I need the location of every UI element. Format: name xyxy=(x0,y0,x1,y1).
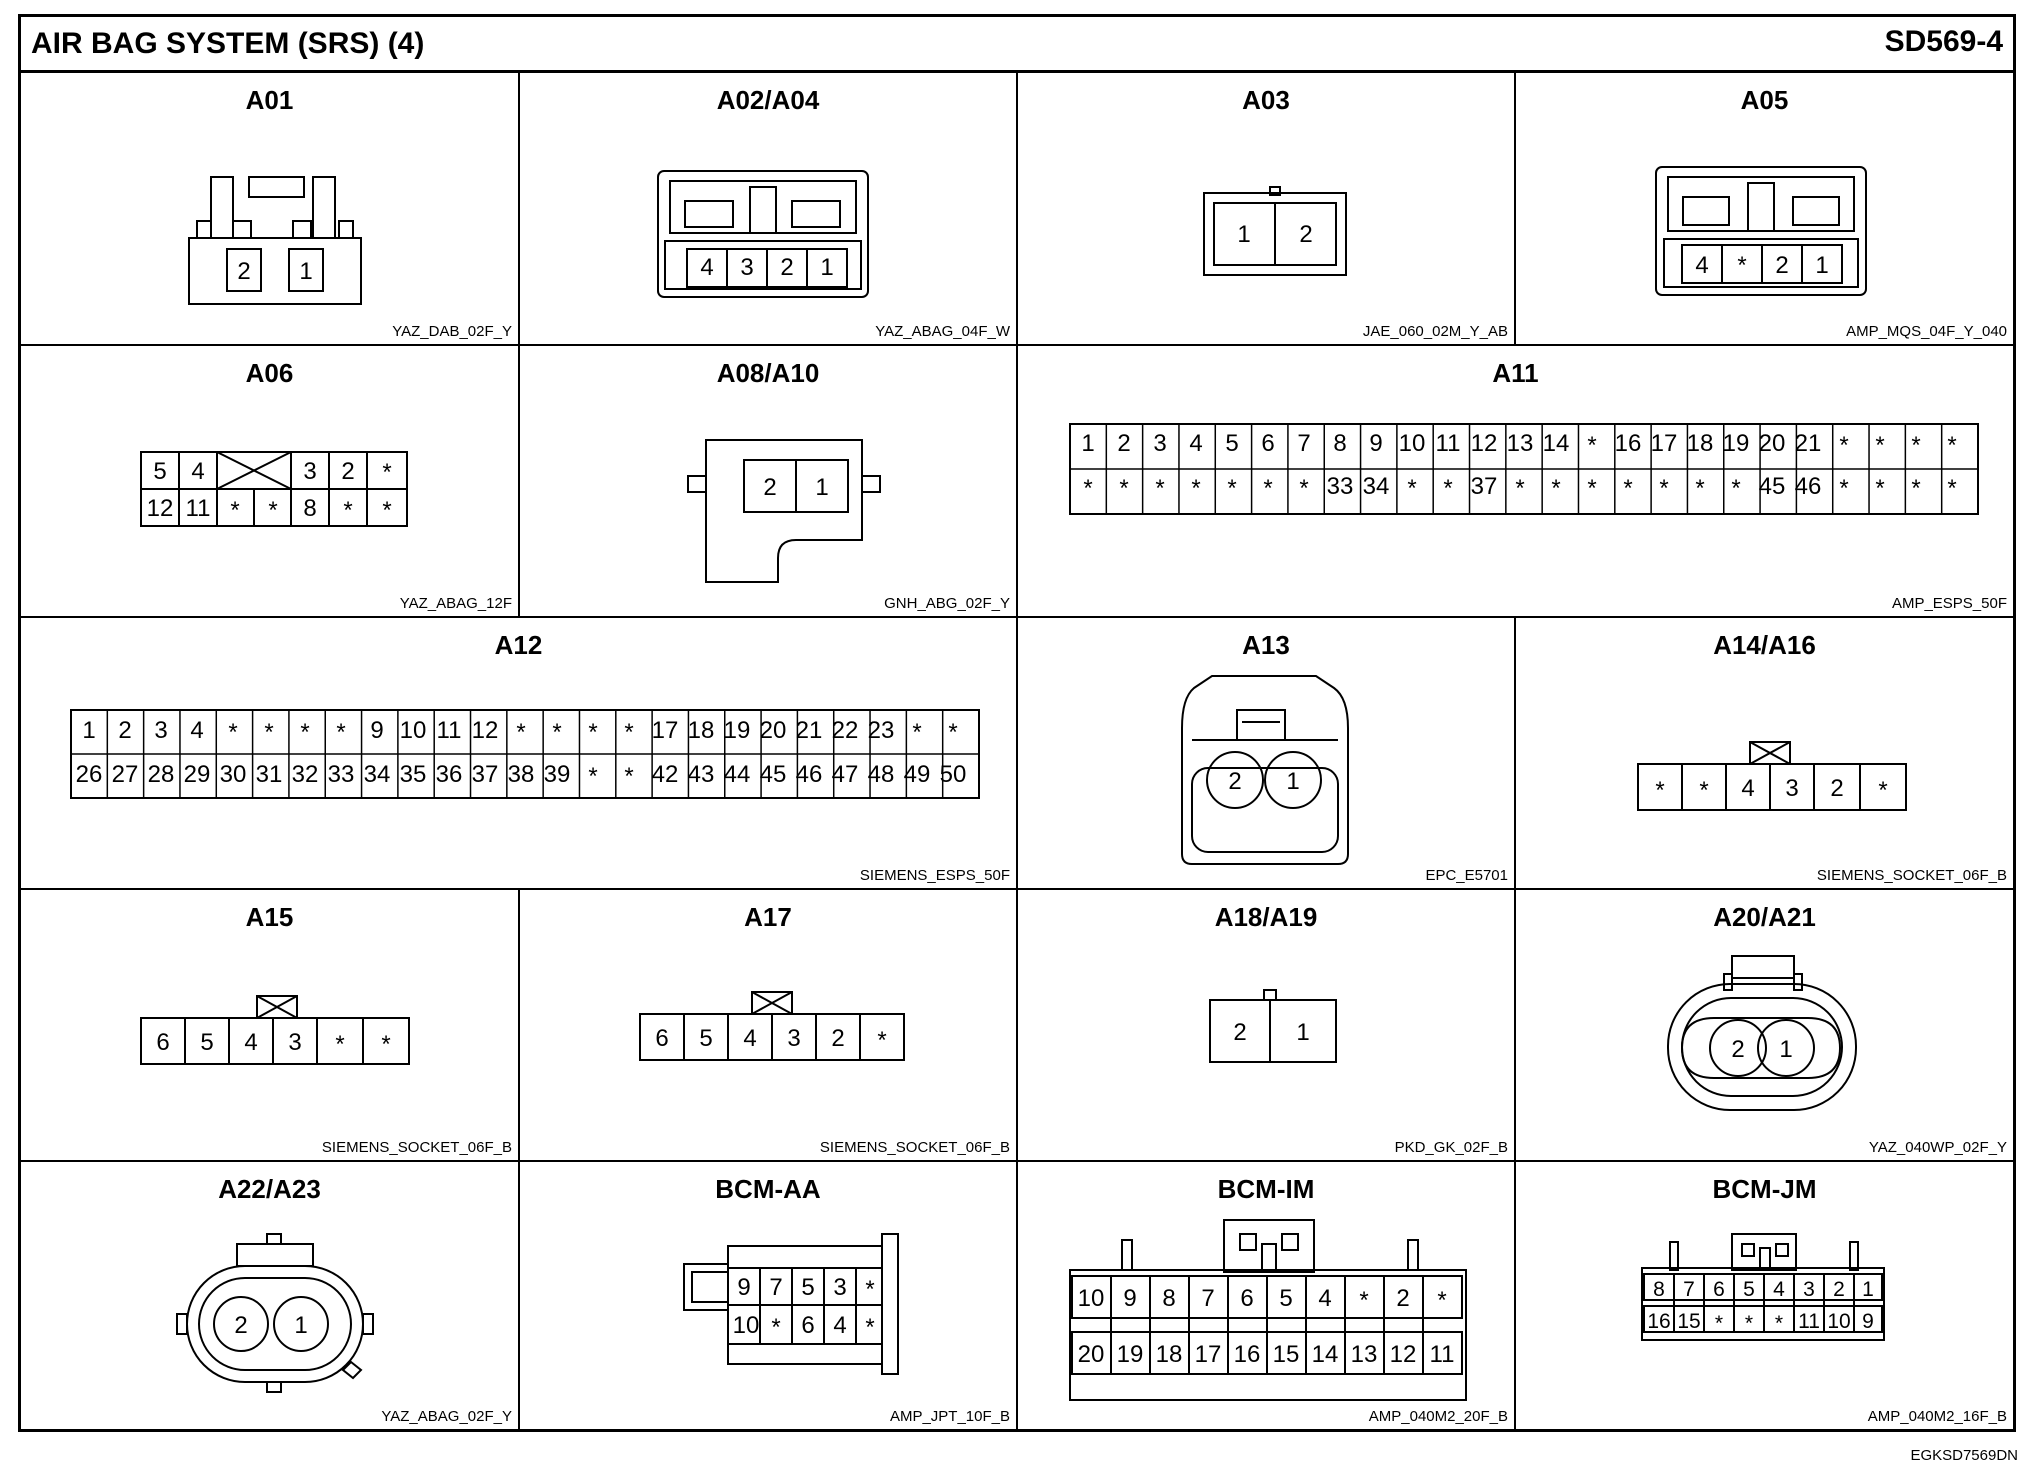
pin-label: * xyxy=(1911,475,1921,502)
pin-label: * xyxy=(1443,475,1453,502)
pin-label: 2 xyxy=(1396,1285,1410,1312)
pin-label: * xyxy=(1655,777,1665,804)
pin-label: * xyxy=(300,719,310,746)
pin-label: * xyxy=(228,719,238,746)
pin-label: 39 xyxy=(543,761,571,788)
pin-label: * xyxy=(1191,475,1201,502)
connector-bcm-aa xyxy=(520,1162,1018,1429)
connector-id: A13 xyxy=(1242,630,1290,660)
pin-label: * xyxy=(1299,475,1309,502)
pin-label: * xyxy=(624,719,634,746)
pin-label: * xyxy=(1437,1287,1447,1314)
connector-a22-a23-drawing xyxy=(21,1162,520,1429)
pin-label: * xyxy=(264,719,274,746)
pin-label: 2 xyxy=(1833,1278,1845,1301)
connector-bcm-im-drawing xyxy=(1018,1162,1516,1429)
pin-label: 29 xyxy=(183,761,211,788)
pin-label: 20 xyxy=(759,717,787,744)
connector-housing xyxy=(1210,1000,1336,1062)
connector-part-number: GNH_ABG_02F_Y xyxy=(884,595,1010,612)
pin-label: * xyxy=(1515,475,1525,502)
pin-label: 1 xyxy=(1815,252,1829,279)
pin-label: 2 xyxy=(1117,430,1131,457)
connector-bcm-jm-drawing xyxy=(1516,1162,2013,1429)
pin-label: 1 xyxy=(299,258,313,285)
pin-label: 18 xyxy=(1155,1341,1183,1368)
connector-part-number: YAZ_ABAG_02F_Y xyxy=(381,1408,512,1425)
connector-part-number: PKD_GK_02F_B xyxy=(1394,1139,1508,1156)
connector-id: A18/A19 xyxy=(1214,902,1318,932)
connector-part-number: YAZ_DAB_02F_Y xyxy=(392,323,512,340)
pin-label: * xyxy=(1263,475,1273,502)
pin-label: * xyxy=(1714,1312,1724,1335)
pin-label: 10 xyxy=(1077,1285,1105,1312)
connector-id: A22/A23 xyxy=(218,1174,321,1204)
connector-a11 xyxy=(1018,346,2013,618)
connector-bcm-aa-drawing xyxy=(520,1162,1018,1429)
pin-label: 17 xyxy=(1650,430,1678,457)
pin-label: * xyxy=(1875,475,1885,502)
pin-label: * xyxy=(268,497,278,524)
pin-label: 3 xyxy=(833,1274,847,1301)
pin-label: 17 xyxy=(651,717,679,744)
pin-label: * xyxy=(1695,475,1705,502)
pin-label: 4 xyxy=(700,254,714,281)
pin-label: 12 xyxy=(1470,430,1498,457)
pin-label: 5 xyxy=(200,1029,214,1056)
connector-a17-drawing xyxy=(520,890,1018,1162)
pin-label: * xyxy=(588,763,598,790)
connector-id: A20/A21 xyxy=(1713,902,1816,932)
pin-label: 3 xyxy=(1153,430,1167,457)
pin-label: 2 xyxy=(237,258,251,285)
pin-label: 34 xyxy=(363,761,391,788)
pin-label: * xyxy=(336,719,346,746)
connector-id: A14/A16 xyxy=(1713,630,1816,660)
pin-label: * xyxy=(382,459,392,486)
pin-label: 10 xyxy=(1827,1310,1851,1333)
pin-label: 5 xyxy=(1225,430,1239,457)
pin-label: 4 xyxy=(1773,1278,1785,1301)
pin-label: 16 xyxy=(1614,430,1642,457)
pin-label: 45 xyxy=(759,761,787,788)
pin-label: 1 xyxy=(294,1312,308,1339)
pin-label: 19 xyxy=(1722,430,1750,457)
pin-label: 2 xyxy=(1299,221,1313,248)
pin-label: 4 xyxy=(244,1029,258,1056)
pin-label: 11 xyxy=(185,495,211,522)
pin-label: 6 xyxy=(801,1312,815,1339)
connector-part-number: EPC_E5701 xyxy=(1425,867,1508,884)
connector-a18-a19 xyxy=(1018,890,1516,1162)
pin-label: 2 xyxy=(1233,1019,1247,1046)
connector-id: A01 xyxy=(245,85,294,115)
pin-label: 14 xyxy=(1311,1341,1339,1368)
connector-a08-a10 xyxy=(520,346,1018,618)
connector-id: A11 xyxy=(1492,358,1539,388)
pin-label: * xyxy=(1155,475,1165,502)
pin-label: 8 xyxy=(1162,1285,1176,1312)
pin-label: * xyxy=(877,1027,887,1054)
pin-label: 37 xyxy=(471,761,499,788)
connector-id: BCM-IM xyxy=(1217,1174,1315,1204)
pin-label: 2 xyxy=(234,1312,248,1339)
pin-label: * xyxy=(516,719,526,746)
pin-label: 11 xyxy=(436,717,462,744)
pin-label: 1 xyxy=(815,474,829,501)
pin-label: 5 xyxy=(699,1025,713,1052)
pin-label: * xyxy=(382,497,392,524)
pin-label: 3 xyxy=(154,717,168,744)
connector-a22-a23 xyxy=(21,1162,520,1429)
pin-label: 20 xyxy=(1758,430,1786,457)
pin-label: 12 xyxy=(1389,1341,1417,1368)
pin-label: 19 xyxy=(1116,1341,1144,1368)
pin-label: * xyxy=(1839,432,1849,459)
connector-a14-a16-drawing xyxy=(1516,618,2013,890)
pin-label: 2 xyxy=(831,1025,845,1052)
pin-label: 4 xyxy=(743,1025,757,1052)
pin-label: 1 xyxy=(1286,768,1300,795)
pin-label: 8 xyxy=(303,495,317,522)
connector-id: A12 xyxy=(494,630,543,660)
pin-label: 48 xyxy=(867,761,895,788)
pin-label: 11 xyxy=(1429,1341,1455,1368)
pin-label: 37 xyxy=(1470,473,1498,500)
connector-part-number: AMP_MQS_04F_Y_040 xyxy=(1846,323,2007,340)
pin-label: 27 xyxy=(111,761,139,788)
connector-id: BCM-JM xyxy=(1712,1174,1817,1204)
pin-label: 4 xyxy=(1741,775,1755,802)
pin-label: 12 xyxy=(471,717,499,744)
pin-label: 7 xyxy=(1297,430,1311,457)
pin-label: * xyxy=(1227,475,1237,502)
pin-label: * xyxy=(1587,432,1597,459)
connector-a08-a10-drawing xyxy=(520,346,1018,618)
pin-label: * xyxy=(624,763,634,790)
connector-housing xyxy=(1638,764,1906,810)
pin-label: * xyxy=(865,1276,875,1303)
pin-label: * xyxy=(912,719,922,746)
pin-label: * xyxy=(335,1031,345,1058)
pin-label: 6 xyxy=(1261,430,1275,457)
pin-label: * xyxy=(588,719,598,746)
pin-label: 2 xyxy=(118,717,132,744)
connector-id: A03 xyxy=(1242,85,1290,115)
pin-label: 4 xyxy=(1318,1285,1332,1312)
pin-label: 18 xyxy=(687,717,715,744)
pin-label: 33 xyxy=(327,761,355,788)
pin-label: 4 xyxy=(833,1312,847,1339)
connector-id: A17 xyxy=(744,902,792,932)
page-title: AIR BAG SYSTEM (SRS) (4) xyxy=(31,27,425,60)
pin-label: 2 xyxy=(1731,1036,1745,1063)
pin-label: * xyxy=(1551,475,1561,502)
pin-label: 20 xyxy=(1077,1341,1105,1368)
connector-a18-a19-drawing xyxy=(1018,890,1516,1162)
pin-label: 3 xyxy=(303,458,317,485)
pin-label: 4 xyxy=(1189,430,1203,457)
pin-label: 18 xyxy=(1686,430,1714,457)
connector-a13 xyxy=(1018,618,1516,890)
connector-id: A08/A10 xyxy=(716,358,820,388)
pin-label: * xyxy=(381,1031,391,1058)
pin-label: 38 xyxy=(507,761,535,788)
pin-label: 6 xyxy=(1713,1278,1725,1301)
pin-label: 1 xyxy=(82,717,96,744)
pin-label: 6 xyxy=(655,1025,669,1052)
pin-label: 31 xyxy=(255,761,283,788)
connector-a20-a21-drawing xyxy=(1516,890,2013,1162)
pin-label: 16 xyxy=(1233,1341,1261,1368)
pin-label: * xyxy=(1737,252,1747,279)
connector-a02-a04-drawing xyxy=(520,73,1018,346)
connector-part-number: SIEMENS_ESPS_50F xyxy=(859,867,1010,884)
pin-label: 9 xyxy=(1123,1285,1137,1312)
connector-id: A06 xyxy=(245,358,294,388)
connector-id: A15 xyxy=(245,902,294,932)
pin-label: 3 xyxy=(1803,1278,1815,1301)
connector-housing xyxy=(1668,984,1856,1110)
wiring-sheet xyxy=(18,14,2016,1432)
pin-label: 6 xyxy=(156,1029,170,1056)
pin-label: 4 xyxy=(190,717,204,744)
pin-label: 4 xyxy=(191,458,205,485)
pin-label: 8 xyxy=(1653,1278,1665,1301)
connector-housing xyxy=(141,1018,409,1064)
document-code: EGKSD7569DN xyxy=(1910,1447,2018,1464)
connector-a01 xyxy=(21,73,520,346)
pin-label: 19 xyxy=(723,717,751,744)
pin-label: * xyxy=(1731,475,1741,502)
connector-bcm-jm xyxy=(1516,1162,2013,1429)
pin-label: 15 xyxy=(1677,1310,1701,1333)
pin-label: 2 xyxy=(1228,768,1242,795)
pin-label: 46 xyxy=(795,761,823,788)
pin-label: 9 xyxy=(1862,1310,1874,1333)
pin-label: 2 xyxy=(341,458,355,485)
pin-label: 1 xyxy=(1862,1278,1874,1301)
connector-a05-drawing xyxy=(1516,73,2013,346)
pin-label: * xyxy=(1911,432,1921,459)
pin-label: 7 xyxy=(769,1274,783,1301)
pin-label: 4 xyxy=(1695,252,1709,279)
pin-label: 11 xyxy=(1435,430,1461,457)
pin-label: 2 xyxy=(1830,775,1844,802)
pin-label: 3 xyxy=(1785,775,1799,802)
pin-label: 7 xyxy=(1683,1278,1695,1301)
pin-label: 35 xyxy=(399,761,427,788)
pin-label: 26 xyxy=(75,761,103,788)
connector-housing xyxy=(189,238,361,304)
pin-label: * xyxy=(1774,1312,1784,1335)
pin-label: 5 xyxy=(801,1274,815,1301)
connector-a15-drawing xyxy=(21,890,520,1162)
connector-a20-a21 xyxy=(1516,890,2013,1162)
pin-label: * xyxy=(1839,475,1849,502)
pin-label: 9 xyxy=(737,1274,751,1301)
pin-label: 1 xyxy=(1081,430,1095,457)
pin-label: 3 xyxy=(740,254,754,281)
connector-part-number: JAE_060_02M_Y_AB xyxy=(1362,323,1508,340)
pin-label: 5 xyxy=(153,458,167,485)
pin-label: 2 xyxy=(763,474,777,501)
pin-label: * xyxy=(865,1314,875,1341)
pin-label: * xyxy=(1875,432,1885,459)
pin-label: 5 xyxy=(1743,1278,1755,1301)
pin-label: 43 xyxy=(687,761,715,788)
pin-label: 2 xyxy=(1775,252,1789,279)
pin-label: 12 xyxy=(146,495,174,522)
pin-label: 1 xyxy=(1237,221,1251,248)
pin-label: 16 xyxy=(1647,1310,1671,1333)
sheet-header xyxy=(21,17,2013,73)
pin-label: * xyxy=(1659,475,1669,502)
pin-label: * xyxy=(771,1314,781,1341)
pin-label: 1 xyxy=(1779,1036,1793,1063)
pin-label: 30 xyxy=(219,761,247,788)
pin-label: 33 xyxy=(1326,473,1354,500)
pin-label: * xyxy=(1878,777,1888,804)
connector-housing xyxy=(1182,676,1348,864)
pin-label: * xyxy=(1407,475,1417,502)
pin-label: * xyxy=(1119,475,1129,502)
pin-label: 3 xyxy=(288,1029,302,1056)
pin-label: * xyxy=(1947,475,1957,502)
pin-label: 15 xyxy=(1272,1341,1300,1368)
pin-label: 21 xyxy=(795,717,823,744)
connector-a02-a04 xyxy=(520,73,1018,346)
connector-part-number: AMP_040M2_20F_B xyxy=(1368,1408,1508,1425)
pin-label: 13 xyxy=(1506,430,1534,457)
pin-label: 3 xyxy=(787,1025,801,1052)
pin-label: 23 xyxy=(867,717,895,744)
pin-label: 17 xyxy=(1194,1341,1222,1368)
pin-label: 22 xyxy=(831,717,859,744)
connector-a12 xyxy=(21,618,1018,890)
pin-label: 10 xyxy=(1398,430,1426,457)
pin-label: * xyxy=(1623,475,1633,502)
pin-label: 50 xyxy=(939,761,967,788)
connector-id: BCM-AA xyxy=(715,1174,821,1204)
connector-part-number: YAZ_ABAG_04F_W xyxy=(875,323,1010,340)
pin-label: * xyxy=(948,719,958,746)
connector-part-number: SIEMENS_SOCKET_06F_B xyxy=(321,1139,512,1156)
connector-a06-drawing xyxy=(21,346,520,618)
pin-label: 5 xyxy=(1279,1285,1293,1312)
pin-label: * xyxy=(1947,432,1957,459)
pin-label: 44 xyxy=(723,761,751,788)
pin-label: 10 xyxy=(732,1312,760,1339)
connector-a13-drawing xyxy=(1018,618,1516,890)
pin-label: 21 xyxy=(1794,430,1822,457)
pin-label: 32 xyxy=(291,761,319,788)
pin-label: 42 xyxy=(651,761,679,788)
connector-a05 xyxy=(1516,73,2013,346)
connector-a15 xyxy=(21,890,520,1162)
pin-label: * xyxy=(230,497,240,524)
connector-a14-a16 xyxy=(1516,618,2013,890)
pin-label: 9 xyxy=(1369,430,1383,457)
pin-label: * xyxy=(552,719,562,746)
pin-label: 47 xyxy=(831,761,859,788)
pin-label: 7 xyxy=(1201,1285,1215,1312)
pin-label: 34 xyxy=(1362,473,1390,500)
pin-label: 36 xyxy=(435,761,463,788)
pin-label: 49 xyxy=(903,761,931,788)
pin-label: 2 xyxy=(780,254,794,281)
pin-label: * xyxy=(1587,475,1597,502)
pin-label: 9 xyxy=(370,717,384,744)
connector-bcm-im xyxy=(1018,1162,1516,1429)
pin-label: 10 xyxy=(399,717,427,744)
connector-a01-drawing xyxy=(21,73,520,346)
pin-label: * xyxy=(343,497,353,524)
connector-a03 xyxy=(1018,73,1516,346)
pin-label: 8 xyxy=(1333,430,1347,457)
connector-a03-drawing xyxy=(1018,73,1516,346)
connector-part-number: AMP_JPT_10F_B xyxy=(889,1408,1010,1425)
pin-label: 45 xyxy=(1758,473,1786,500)
pin-label: 14 xyxy=(1542,430,1570,457)
pin-label: * xyxy=(1359,1287,1369,1314)
connector-part-number: YAZ_ABAG_12F xyxy=(399,595,512,612)
connector-id: A05 xyxy=(1740,85,1789,115)
pin-label: 28 xyxy=(147,761,175,788)
connector-part-number: AMP_040M2_16F_B xyxy=(1867,1408,2007,1425)
connector-id: A02/A04 xyxy=(716,85,820,115)
connector-part-number: SIEMENS_SOCKET_06F_B xyxy=(819,1139,1010,1156)
pin-label: 6 xyxy=(1240,1285,1254,1312)
pin-label: * xyxy=(1083,475,1093,502)
pin-label: * xyxy=(1699,777,1709,804)
connector-part-number: SIEMENS_SOCKET_06F_B xyxy=(1816,867,2007,884)
pin-label: 1 xyxy=(820,254,834,281)
pin-label: 13 xyxy=(1350,1341,1378,1368)
connector-a11-drawing xyxy=(1018,346,2013,618)
pin-label: 1 xyxy=(1296,1019,1310,1046)
pin-label: 11 xyxy=(1798,1310,1820,1333)
connector-a06 xyxy=(21,346,520,618)
connector-part-number: AMP_ESPS_50F xyxy=(1891,595,2007,612)
connector-a17 xyxy=(520,890,1018,1162)
pin-label: * xyxy=(1744,1312,1754,1335)
pin-label: 46 xyxy=(1794,473,1822,500)
connector-a12-drawing xyxy=(21,618,1018,890)
sheet-code: SD569-4 xyxy=(1884,25,2003,58)
connector-part-number: YAZ_040WP_02F_Y xyxy=(1868,1139,2007,1156)
